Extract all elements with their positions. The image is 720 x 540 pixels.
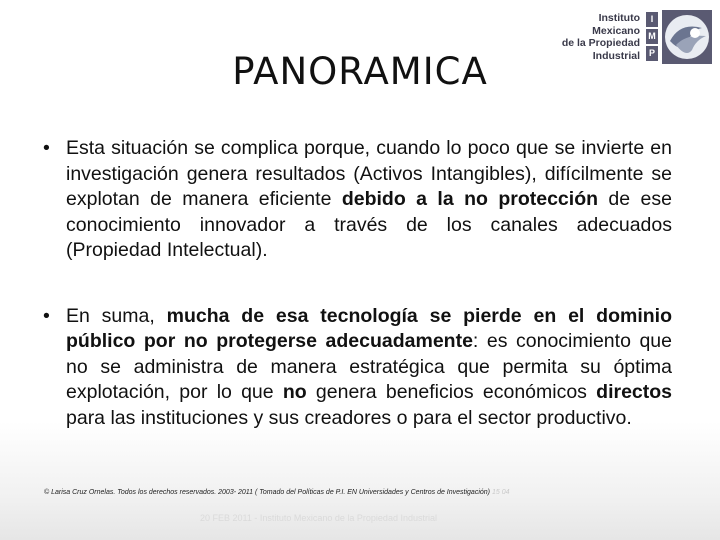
logo-line: Mexicano — [592, 24, 640, 37]
logo-line: Instituto — [598, 12, 640, 24]
body-text: Esta situación se complica porque, cuando lo poco que se invierte en investigación genera resultados (Activos Intangibles), difícilmente se explotan de manera eficiente — [66, 137, 672, 210]
body-text: para las instituciones y sus creadores o para el sector productivo. — [66, 406, 632, 429]
bullet-dot: • — [43, 137, 50, 159]
slide-title: PANORAMICA — [232, 50, 488, 93]
bold-text: debido a la no protección — [341, 188, 599, 210]
logo-letter-bars — [646, 12, 658, 62]
logo-line: de la Propiedad — [561, 37, 640, 49]
imp-globe-icon — [662, 10, 712, 64]
faint-watermark-text: 20 FEB 2011 - Instituto Mexicano de la Propiedad Industrial — [200, 513, 437, 523]
logo-letter: M — [646, 29, 658, 44]
footer-text: © Larisa Cruz Ornelas. Todos los derechos reservados. 2003- 2011 ( Tomado del Políticas de P.I. EN Universidades y Centros de Investigación) — [44, 489, 491, 496]
impi-logo — [556, 10, 712, 64]
bullet-dot: • — [43, 304, 50, 327]
body-text: genera beneficios económicos — [306, 381, 597, 403]
bullet-paragraph — [40, 304, 672, 432]
footer-extra: 15 04 — [491, 489, 510, 496]
logo-text — [562, 12, 640, 62]
bullet-paragraph — [40, 136, 672, 264]
slide-body — [40, 136, 672, 431]
bold-text: mucha de esa tecnología se pierde en el dominio público por no protegerse adecuadamente — [66, 304, 672, 352]
body-text: : es conocimiento que no se administra de manera estratégica que permita su óptima explotación, por lo que — [66, 330, 672, 403]
logo-letter: P — [646, 46, 658, 61]
body-text: de ese conocimiento innovador a través de los canales adecuados (Propiedad Intelectual). — [66, 188, 672, 261]
bold-text: no — [282, 381, 307, 403]
body-text: En suma, — [66, 304, 167, 327]
logo-line: Industrial — [592, 49, 640, 62]
copyright-footer — [44, 489, 510, 496]
logo-letter: I — [646, 12, 658, 27]
bold-text: directos — [596, 381, 673, 403]
